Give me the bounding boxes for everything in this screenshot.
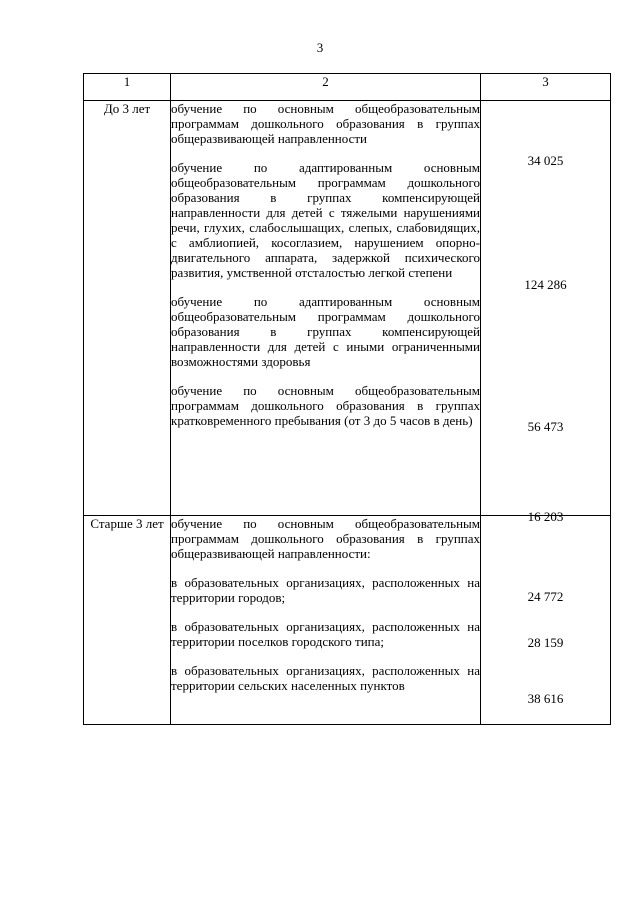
description-text: обучение по основным общеобразовательным программам дошкольного образования в группах общеразвивающей направленности — [171, 101, 480, 146]
age-group-cell — [84, 516, 171, 725]
description-text: в образовательных организациях, расположенных на территории сельских населенных пунктов — [171, 663, 480, 693]
description-text: обучение по основным общеобразовательным программам дошкольного образования в группах кратковременного пребывания (от 3 до 5 часов в день) — [171, 383, 480, 428]
description-text: обучение по адаптированным основным общеобразовательным программам дошкольного образования в группах компенсирующей направленности для детей с иными ограниченными возможностями здоровья — [171, 294, 480, 369]
tariff-value: 38 616 — [527, 691, 564, 706]
tariff-table — [83, 73, 611, 725]
column-header-2: 2 — [171, 74, 481, 101]
description-text: в образовательных организациях, расположенных на территории городов; — [171, 575, 480, 605]
tariff-value: 16 203 — [527, 509, 564, 524]
value-cell — [481, 516, 611, 725]
column-header-3: 3 — [481, 74, 611, 101]
table-header-row — [84, 74, 611, 101]
age-group-cell — [84, 101, 171, 516]
age-group-label: Старше 3 лет — [90, 516, 164, 531]
value-cell — [481, 101, 611, 524]
description-cell — [171, 101, 481, 516]
tariff-value: 56 473 — [527, 419, 564, 434]
description-text: в образовательных организациях, расположенных на территории поселков городского типа; — [171, 619, 480, 649]
tariff-value: 124 286 — [524, 277, 567, 292]
description-cell — [171, 516, 481, 725]
description-text: обучение по адаптированным основным общеобразовательным программам дошкольного образования в группах компенсирующей направленности для детей с тяжелыми нарушениями речи, глухих, слабослышащих, слепых, слабовидящих, с амблиопией, косоглазием, нарушением опорно-двигательного аппарата, задержкой психического развития, умственной отсталостью легкой степени — [171, 160, 480, 280]
tariff-value: 34 025 — [527, 153, 564, 168]
table-row-under-3 — [84, 101, 611, 516]
column-header-1: 1 — [84, 74, 171, 101]
age-group-label: До 3 лет — [103, 101, 151, 116]
page-number: 3 — [316, 40, 324, 55]
description-intro: обучение по основным общеобразовательным программам дошкольного образования в группах общеразвивающей направленности: — [171, 516, 480, 561]
tariff-value: 24 772 — [527, 589, 564, 604]
tariff-value: 28 159 — [527, 635, 564, 650]
table-row-over-3 — [84, 516, 611, 725]
